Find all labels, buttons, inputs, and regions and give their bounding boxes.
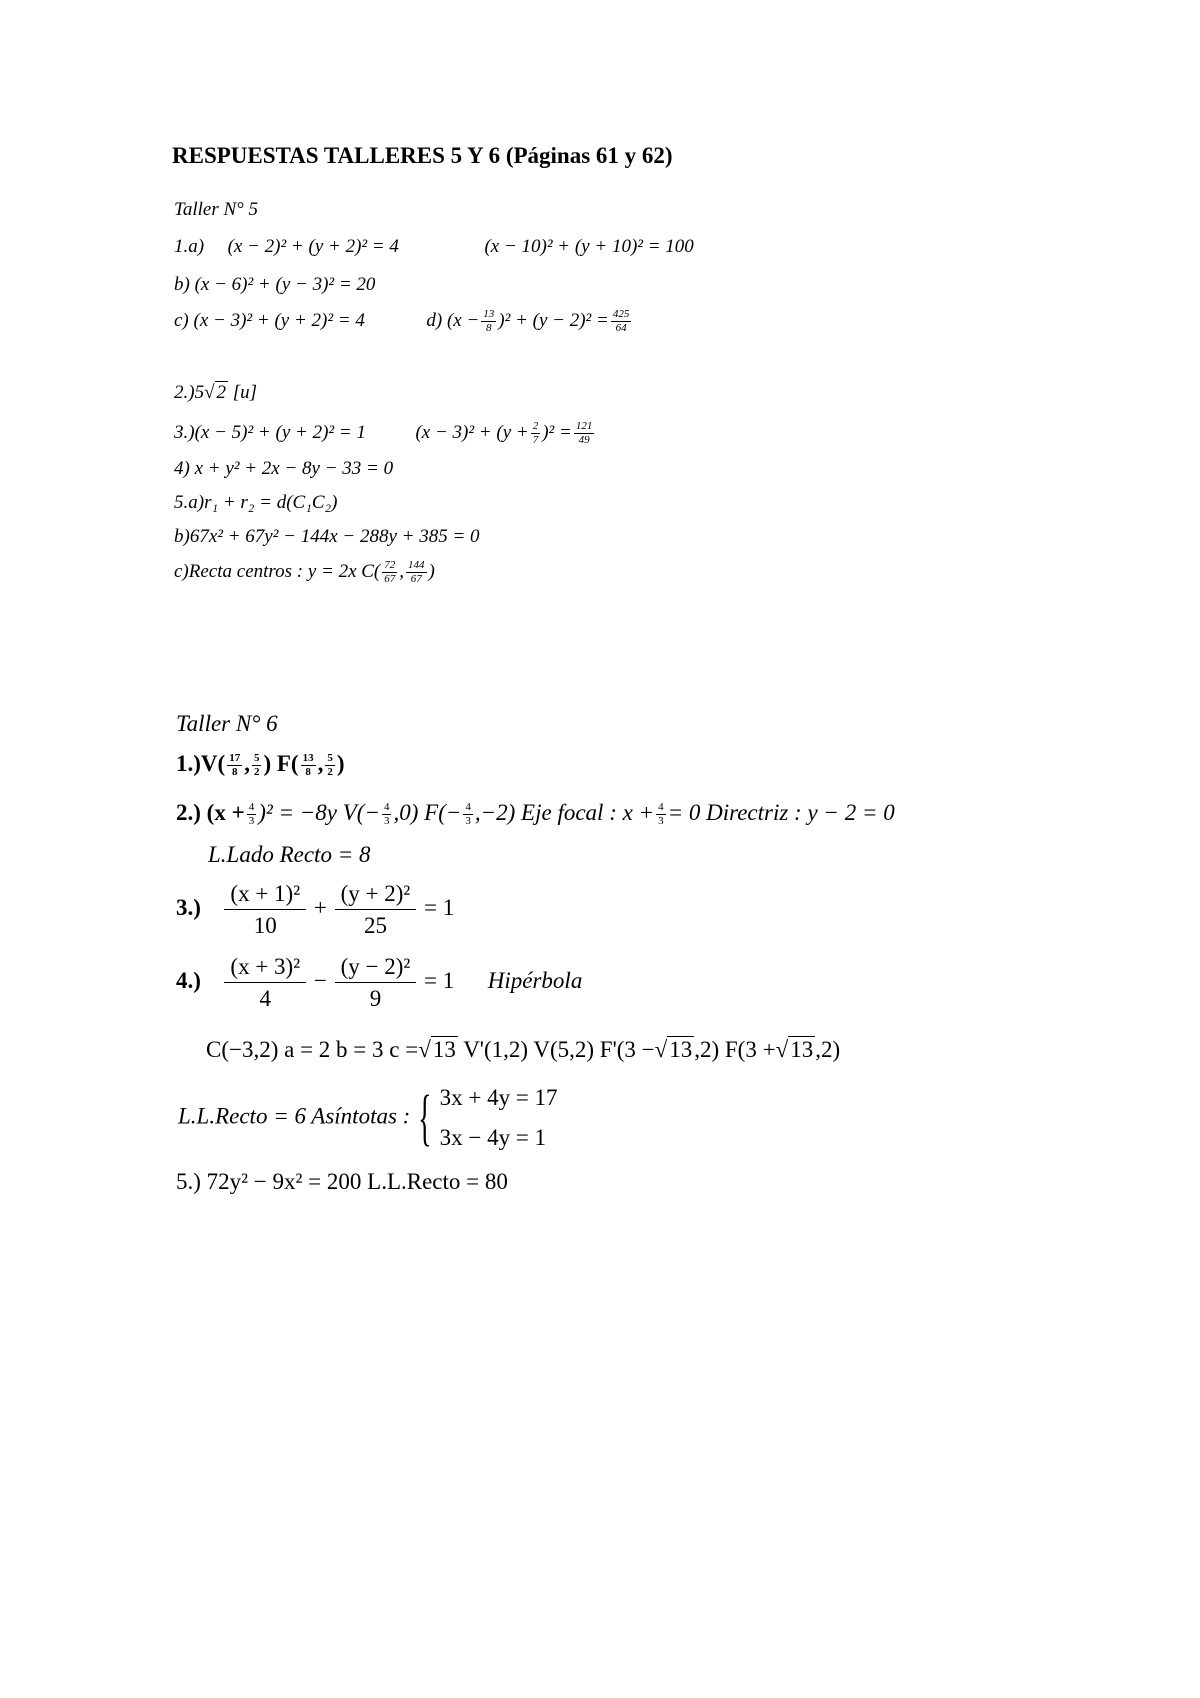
fraction: $\frac{72}{67}$ (384, 559, 396, 585)
t6-l4-label: 3.) (176, 894, 201, 920)
t5-l9-post: ) (428, 560, 435, 582)
taller-5-heading: Taller N° 5 (174, 199, 258, 220)
t5-l4-unit: [u] (232, 382, 258, 403)
t5-l3-eq: (x − 3)² + (y + 2)² = 4 (193, 309, 365, 331)
t6-line-1: 1.)V( $\frac{17}{8}$ , $\frac{5}{2}$ ) F( $\frac{13}{8}$ , $\frac{5}{2}$ ) (176, 751, 345, 779)
t5-l3-d-mid: )² + (y − 2)² = (498, 309, 609, 331)
t5-l1-label: 1.a) (174, 236, 205, 257)
sqrt: √ 2 (204, 382, 227, 403)
fraction: $\frac{2}{7}$ (532, 420, 539, 446)
t5-l9-pre: c)Recta centros : y = 2x C( (174, 560, 381, 582)
t5-l2-label: b) (174, 274, 190, 295)
t5-l3-d-pre: (x − (446, 309, 480, 331)
fraction: $\frac{13}{8}$ (302, 752, 314, 779)
t6-l1-post: ) (336, 751, 345, 776)
t5-l5-eq-a: (x − 5)² + (y + 2)² = 1 (194, 421, 366, 443)
t6-l4-post: = 1 (424, 894, 455, 920)
t6-l5-word: Hipérbola (487, 967, 583, 993)
t6-line-2 (176, 801, 895, 827)
fraction: $\frac{\text{(y + 2)²}}{25}$ (335, 882, 417, 937)
t6-l4-op: + (313, 894, 327, 920)
t6-line-5 (176, 955, 582, 1010)
t5-line-6: 4) x + y² + 2x − 8y − 33 = 0 (174, 458, 394, 479)
t5-line-7: 5.a)r₁ + r₂ = d(C₁C₂) (174, 492, 338, 513)
t6-l6-c: ,2) F(3 + (694, 1037, 776, 1062)
t6-line-4 (176, 882, 454, 937)
t5-l1-eq-a: (x − 2)² + (y + 2)² = 4 (227, 236, 399, 257)
sqrt: √13 (654, 1037, 693, 1062)
t6-l6-a: C(−3,2) a = 2 b = 3 c = (206, 1037, 419, 1062)
fraction: $\frac{4}{3}$ (658, 801, 664, 828)
fraction: $\frac{4}{3}$ (383, 801, 390, 828)
fraction: $\frac{4}{3}$ (248, 801, 255, 828)
t6-l5-label: 4.) (176, 967, 201, 993)
t6-l1-mid: ) F( (263, 751, 299, 776)
t6-line-6 (206, 1038, 840, 1061)
t6-line-7 (178, 1078, 558, 1159)
t6-l2-pre: 2.) (x + (176, 800, 245, 825)
t6-l7-pre: L.L.Recto = 6 Asíntotas : (178, 1103, 411, 1129)
t6-l1-pre: 1.)V( (176, 751, 226, 776)
fraction: $\frac{\text{(x + 3)²}}{4}$ (224, 955, 306, 1010)
t5-line-9: c)Recta centros : y = 2x C( $\frac{72}{67}$ , $\frac{144}{67}$ ) (174, 559, 435, 585)
asymptote-system (440, 1078, 558, 1159)
fraction: $\frac{4}{3}$ (465, 801, 471, 828)
t5-line-3 (174, 309, 633, 334)
t5-l3-d-label: d) (426, 309, 443, 331)
t6-l5-op: − (313, 967, 327, 993)
page-title: RESPUESTAS TALLERES 5 Y 6 (Páginas 61 y 62) (172, 143, 673, 168)
t5-l4-label: 2.)5 (174, 382, 205, 403)
t5-line-1 (174, 237, 694, 256)
t6-l6-b: V'(1,2) V(5,2) F'(3 − (463, 1037, 655, 1062)
t6-l2-a: )² = −8y V(− (258, 800, 380, 825)
fraction: $\frac{5}{2}$ (327, 752, 333, 779)
taller-6-heading: Taller N° 6 (176, 711, 278, 736)
t5-line-2 (174, 275, 375, 294)
t5-line-4 (174, 383, 257, 402)
t6-l2-c: ,−2) Eje focal : x + (474, 800, 655, 825)
t6-line-8: 5.) 72y² − 9x² = 200 L.L.Recto = 80 (176, 1169, 508, 1194)
brace: { (418, 1084, 432, 1153)
t6-l5-post: = 1 (424, 967, 455, 993)
t5-l3-label: c) (174, 309, 189, 331)
sqrt: √13 (418, 1037, 456, 1062)
fraction: $\frac{144}{67}$ (408, 559, 425, 585)
fraction: $\frac{5}{2}$ (253, 752, 260, 779)
fraction: $\frac{17}{8}$ (229, 752, 241, 779)
t6-l6-d: ,2) (815, 1037, 841, 1062)
fraction: $\frac{\text{(x + 1)²}}{10}$ (224, 882, 306, 937)
t5-l5-b-pre: (x − 3)² + (y + (415, 421, 529, 443)
t5-l2-eq: (x − 6)² + (y − 3)² = 20 (194, 274, 376, 295)
t5-l1-eq-b: (x − 10)² + (y + 10)² = 100 (484, 236, 694, 257)
t6-l2-d: = 0 Directriz : y − 2 = 0 (667, 800, 895, 825)
t6-line-3: L.Lado Recto = 8 (208, 842, 371, 867)
fraction: $\frac{\text{(y − 2)²}}{9}$ (335, 955, 417, 1010)
asymptote-eq-2: 3x − 4y = 1 (439, 1125, 547, 1151)
fraction: $\frac{121}{49}$ (575, 420, 593, 446)
t6-l2-b: ,0) F(− (393, 800, 462, 825)
t5-line-8: b)67x² + 67y² − 144x − 288y + 385 = 0 (174, 526, 480, 547)
asymptote-eq-1: 3x + 4y = 17 (439, 1085, 558, 1110)
fraction: $\frac{425}{64}$ (612, 308, 630, 334)
t5-line-5 (174, 421, 596, 446)
fraction: $\frac{13}{8}$ (483, 308, 495, 334)
sqrt: √13 (775, 1037, 814, 1062)
t5-l5-b-mid: )² = (542, 421, 572, 443)
t5-l5-label: 3.) (174, 421, 195, 443)
